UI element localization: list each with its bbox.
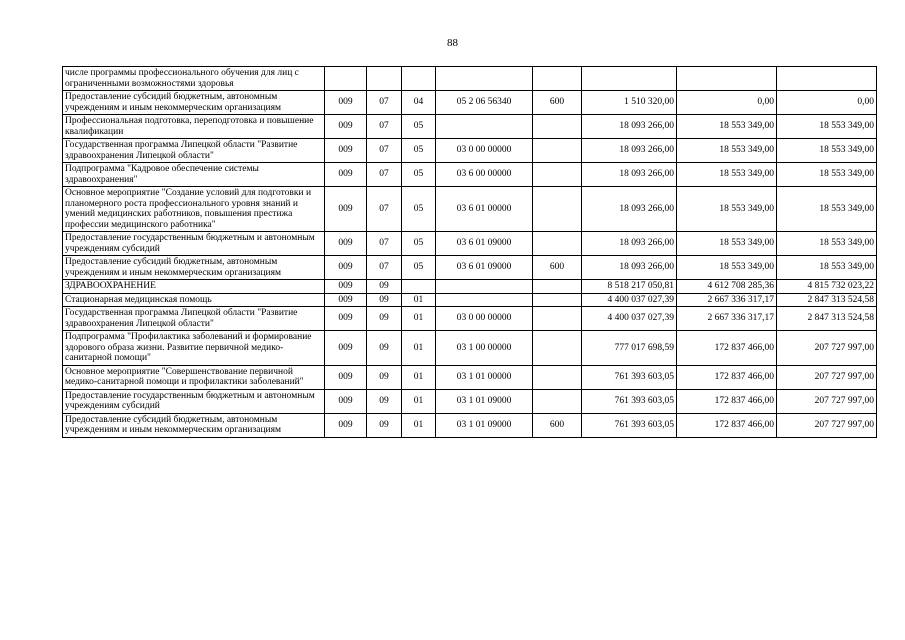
row-name-cell: Стационарная медицинская помощь <box>63 293 325 307</box>
row-gr-code-cell: 009 <box>325 280 367 294</box>
row-pr-code-cell: 04 <box>402 91 436 115</box>
row-name-cell: Государственная программа Липецкой области "Развитие здравоохранения Липецкой области" <box>63 139 325 163</box>
row-csr-code-cell: 03 6 00 00000 <box>436 163 533 187</box>
row-vr-code-cell <box>533 365 582 389</box>
row-gr-code-cell <box>325 67 367 91</box>
row-pr-code-cell: 05 <box>402 115 436 139</box>
row-gr-code-cell: 009 <box>325 413 367 437</box>
row-name-cell: ЗДРАВООХРАНЕНИЕ <box>63 280 325 294</box>
row-amount-1-cell: 8 518 217 050,81 <box>582 280 677 294</box>
table-row <box>63 91 877 115</box>
row-csr-code-cell: 03 6 01 09000 <box>436 232 533 256</box>
row-vr-code-cell: 600 <box>533 413 582 437</box>
row-vr-code-cell <box>533 280 582 294</box>
table-row <box>63 163 877 187</box>
row-pr-code-cell <box>402 67 436 91</box>
row-vr-code-cell: 600 <box>533 91 582 115</box>
table-row <box>63 187 877 232</box>
row-amount-2-cell: 172 837 466,00 <box>677 413 777 437</box>
table-row <box>63 413 877 437</box>
row-vr-code-cell <box>533 139 582 163</box>
row-name-cell: Основное мероприятие "Совершенствование первичной медико-санитарной помощи и профилактики заболеваний" <box>63 365 325 389</box>
row-csr-code-cell: 03 1 01 00000 <box>436 365 533 389</box>
row-amount-1-cell: 4 400 037 027,39 <box>582 307 677 331</box>
table-row <box>63 115 877 139</box>
row-amount-3-cell: 207 727 997,00 <box>777 365 877 389</box>
row-csr-code-cell: 03 6 01 00000 <box>436 187 533 232</box>
row-pr-code-cell: 01 <box>402 365 436 389</box>
row-gr-code-cell: 009 <box>325 115 367 139</box>
row-rz-code-cell: 09 <box>367 413 402 437</box>
row-csr-code-cell: 03 6 01 09000 <box>436 256 533 280</box>
row-gr-code-cell: 009 <box>325 139 367 163</box>
row-amount-2-cell: 172 837 466,00 <box>677 389 777 413</box>
row-gr-code-cell: 009 <box>325 163 367 187</box>
row-csr-code-cell: 03 1 01 09000 <box>436 389 533 413</box>
row-pr-code-cell: 01 <box>402 413 436 437</box>
row-csr-code-cell <box>436 293 533 307</box>
row-vr-code-cell <box>533 115 582 139</box>
row-csr-code-cell: 05 2 06 56340 <box>436 91 533 115</box>
row-rz-code-cell: 07 <box>367 232 402 256</box>
row-name-cell: Предоставление государственным бюджетным и автономным учреждениям субсидий <box>63 389 325 413</box>
row-name-cell: Предоставление субсидий бюджетным, автономным учреждениям и иным некоммерческим организациям <box>63 256 325 280</box>
row-pr-code-cell: 01 <box>402 307 436 331</box>
table-row <box>63 232 877 256</box>
row-vr-code-cell <box>533 187 582 232</box>
row-rz-code-cell: 07 <box>367 187 402 232</box>
row-pr-code-cell: 01 <box>402 331 436 366</box>
row-pr-code-cell: 05 <box>402 232 436 256</box>
row-pr-code-cell <box>402 280 436 294</box>
row-pr-code-cell: 05 <box>402 256 436 280</box>
row-gr-code-cell: 009 <box>325 331 367 366</box>
row-rz-code-cell: 09 <box>367 331 402 366</box>
row-vr-code-cell: 600 <box>533 256 582 280</box>
row-name-cell: Подпрограмма "Профилактика заболеваний и формирование здорового образа жизни. Развитие первичной медико-санитарной помощи" <box>63 331 325 366</box>
row-gr-code-cell: 009 <box>325 232 367 256</box>
row-rz-code-cell: 07 <box>367 256 402 280</box>
row-amount-3-cell <box>777 67 877 91</box>
row-amount-2-cell: 18 553 349,00 <box>677 163 777 187</box>
table-row <box>63 365 877 389</box>
row-vr-code-cell <box>533 389 582 413</box>
row-name-cell: Подпрограмма "Кадровое обеспечение системы здравоохранения" <box>63 163 325 187</box>
row-rz-code-cell <box>367 67 402 91</box>
table-row <box>63 331 877 366</box>
table-row <box>63 280 877 294</box>
row-vr-code-cell <box>533 163 582 187</box>
row-pr-code-cell: 05 <box>402 163 436 187</box>
row-rz-code-cell: 07 <box>367 163 402 187</box>
row-amount-3-cell: 18 553 349,00 <box>777 139 877 163</box>
row-gr-code-cell: 009 <box>325 365 367 389</box>
row-vr-code-cell <box>533 307 582 331</box>
row-csr-code-cell: 03 0 00 00000 <box>436 139 533 163</box>
row-amount-2-cell: 4 612 708 285,36 <box>677 280 777 294</box>
row-amount-2-cell: 172 837 466,00 <box>677 331 777 366</box>
row-amount-2-cell: 2 667 336 317,17 <box>677 307 777 331</box>
row-gr-code-cell: 009 <box>325 187 367 232</box>
table-body <box>63 67 877 438</box>
table-row <box>63 139 877 163</box>
row-vr-code-cell <box>533 67 582 91</box>
row-amount-1-cell: 18 093 266,00 <box>582 187 677 232</box>
row-amount-3-cell: 207 727 997,00 <box>777 413 877 437</box>
row-amount-1-cell: 761 393 603,05 <box>582 389 677 413</box>
row-amount-3-cell: 18 553 349,00 <box>777 115 877 139</box>
row-amount-3-cell: 4 815 732 023,22 <box>777 280 877 294</box>
row-amount-1-cell: 18 093 266,00 <box>582 163 677 187</box>
row-vr-code-cell <box>533 232 582 256</box>
row-name-cell: числе программы профессионального обучения для лиц с ограниченными возможностями здоровья <box>63 67 325 91</box>
row-gr-code-cell: 009 <box>325 389 367 413</box>
row-amount-3-cell: 2 847 313 524,58 <box>777 293 877 307</box>
row-name-cell: Предоставление субсидий бюджетным, автономным учреждениям и иным некоммерческим организациям <box>63 91 325 115</box>
row-csr-code-cell: 03 1 01 09000 <box>436 413 533 437</box>
row-pr-code-cell: 05 <box>402 187 436 232</box>
row-vr-code-cell <box>533 331 582 366</box>
row-amount-3-cell: 0,00 <box>777 91 877 115</box>
row-amount-1-cell <box>582 67 677 91</box>
row-rz-code-cell: 09 <box>367 365 402 389</box>
row-csr-code-cell: 03 0 00 00000 <box>436 307 533 331</box>
row-amount-2-cell: 2 667 336 317,17 <box>677 293 777 307</box>
row-amount-1-cell: 18 093 266,00 <box>582 115 677 139</box>
row-name-cell: Государственная программа Липецкой области "Развитие здравоохранения Липецкой области" <box>63 307 325 331</box>
row-amount-2-cell: 172 837 466,00 <box>677 365 777 389</box>
row-amount-2-cell: 0,00 <box>677 91 777 115</box>
row-name-cell: Профессиональная подготовка, переподготовка и повышение квалификации <box>63 115 325 139</box>
row-name-cell: Предоставление государственным бюджетным и автономным учреждениям субсидий <box>63 232 325 256</box>
row-csr-code-cell <box>436 280 533 294</box>
row-amount-2-cell: 18 553 349,00 <box>677 115 777 139</box>
row-vr-code-cell <box>533 293 582 307</box>
row-gr-code-cell: 009 <box>325 293 367 307</box>
row-amount-3-cell: 2 847 313 524,58 <box>777 307 877 331</box>
budget-table <box>62 66 877 438</box>
row-amount-3-cell: 207 727 997,00 <box>777 389 877 413</box>
table-row <box>63 293 877 307</box>
row-amount-2-cell: 18 553 349,00 <box>677 232 777 256</box>
row-rz-code-cell: 07 <box>367 115 402 139</box>
row-amount-2-cell <box>677 67 777 91</box>
row-amount-2-cell: 18 553 349,00 <box>677 256 777 280</box>
row-amount-2-cell: 18 553 349,00 <box>677 139 777 163</box>
row-rz-code-cell: 07 <box>367 139 402 163</box>
row-amount-3-cell: 18 553 349,00 <box>777 187 877 232</box>
row-pr-code-cell: 01 <box>402 389 436 413</box>
row-amount-3-cell: 18 553 349,00 <box>777 232 877 256</box>
row-rz-code-cell: 09 <box>367 389 402 413</box>
row-csr-code-cell <box>436 115 533 139</box>
row-amount-3-cell: 18 553 349,00 <box>777 163 877 187</box>
row-amount-1-cell: 18 093 266,00 <box>582 232 677 256</box>
row-amount-1-cell: 4 400 037 027,39 <box>582 293 677 307</box>
table-row <box>63 307 877 331</box>
table-row <box>63 256 877 280</box>
row-name-cell: Основное мероприятие "Создание условий для подготовки и планомерного роста профессионального уровня знаний и умений медицинских работников, повышения престижа профессии медицинского работника" <box>63 187 325 232</box>
table-row <box>63 389 877 413</box>
row-amount-1-cell: 18 093 266,00 <box>582 139 677 163</box>
row-name-cell: Предоставление субсидий бюджетным, автономным учреждениям и иным некоммерческим организациям <box>63 413 325 437</box>
row-amount-1-cell: 1 510 320,00 <box>582 91 677 115</box>
row-csr-code-cell <box>436 67 533 91</box>
row-amount-1-cell: 761 393 603,05 <box>582 365 677 389</box>
row-rz-code-cell: 09 <box>367 280 402 294</box>
row-pr-code-cell: 01 <box>402 293 436 307</box>
row-amount-3-cell: 18 553 349,00 <box>777 256 877 280</box>
row-amount-1-cell: 777 017 698,59 <box>582 331 677 366</box>
row-rz-code-cell: 09 <box>367 293 402 307</box>
row-gr-code-cell: 009 <box>325 256 367 280</box>
row-pr-code-cell: 05 <box>402 139 436 163</box>
row-gr-code-cell: 009 <box>325 307 367 331</box>
page-number: 88 <box>447 37 458 49</box>
row-csr-code-cell: 03 1 00 00000 <box>436 331 533 366</box>
row-amount-3-cell: 207 727 997,00 <box>777 331 877 366</box>
row-amount-1-cell: 18 093 266,00 <box>582 256 677 280</box>
row-rz-code-cell: 07 <box>367 91 402 115</box>
row-rz-code-cell: 09 <box>367 307 402 331</box>
row-amount-2-cell: 18 553 349,00 <box>677 187 777 232</box>
table-row <box>63 67 877 91</box>
row-gr-code-cell: 009 <box>325 91 367 115</box>
row-amount-1-cell: 761 393 603,05 <box>582 413 677 437</box>
